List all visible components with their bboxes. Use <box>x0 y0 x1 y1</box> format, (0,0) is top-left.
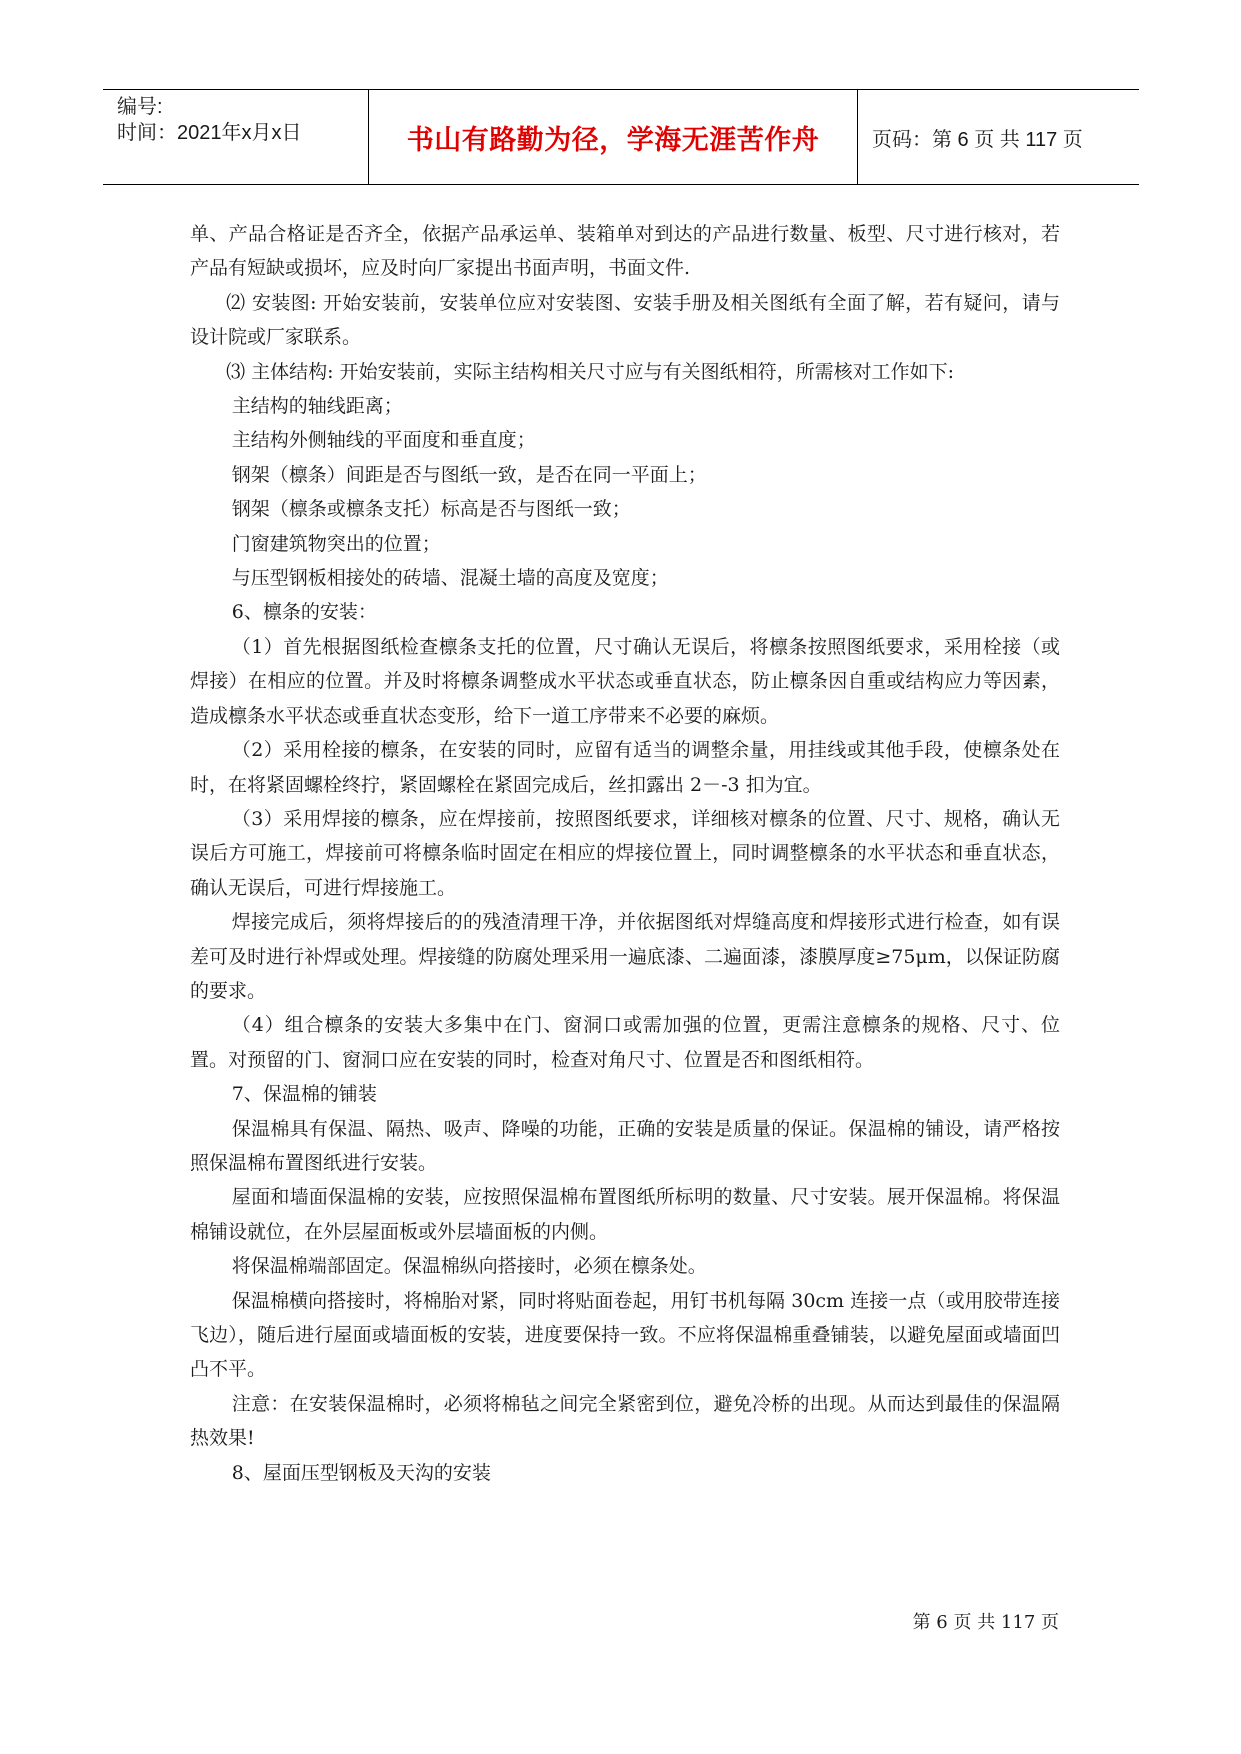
list-item: 与压型钢板相接处的砖墙、混凝土墙的高度及宽度； <box>231 567 669 590</box>
paragraph: 单、产品合格证是否齐全，依据产品承运单、装箱单对到达的产品进行数量、板型、尺寸进行核对，若产品有短缺或损坏，应及时向厂家提出书面声明，书面文件. <box>190 223 1060 280</box>
section-heading: 6、檩条的安装： <box>231 601 377 624</box>
list-item: 门窗建筑物突出的位置； <box>231 532 441 555</box>
list-item: 主结构外侧轴线的平面度和垂直度； <box>231 429 536 452</box>
page-footer-number: 第 6 页 共 117 页 <box>912 1612 1059 1633</box>
header-info-cell <box>103 90 369 184</box>
paragraph: 注意：在安装保温棉时，必须将棉毡之间完全紧密到位，避免冷桥的出现。从而达到最佳的保温隔热效果! <box>190 1392 1060 1450</box>
paragraph: （4）组合檩条的安装大多集中在门、窗洞口或需加强的位置，更需注意檩条的规格、尺寸、位置。对预留的门、窗洞口应在安装的同时，检查对角尺寸、位置是否和图纸相符。 <box>190 1014 1060 1071</box>
list-item: 主结构的轴线距离； <box>231 395 403 418</box>
paragraph: 屋面和墙面保温棉的安装，应按照保温棉布置图纸所标明的数量、尺寸安装。展开保温棉。将保温棉铺设就位，在外层屋面板或外层墙面板的内侧。 <box>190 1186 1060 1243</box>
page-header <box>103 89 1139 185</box>
paragraph: 保温棉具有保温、隔热、吸声、降噪的功能，正确的安装是质量的保证。保温棉的铺设，请严格按照保温棉布置图纸进行安装。 <box>190 1117 1060 1174</box>
header-motto: 书山有路勤为径，学海无涯苦作舟 <box>406 124 820 156</box>
paragraph: ⑶ 主体结构: 开始安装前，实际主结构相关尺寸应与有关图纸相符，所需核对工作如下: <box>226 360 954 383</box>
paragraph: ⑵ 安装图: 开始安装前，安装单位应对安装图、安装手册及相关图纸有全面了解，若有疑问，请与设计院或厂家联系。 <box>190 291 1060 349</box>
paragraph: （2）采用栓接的檩条，在安装的同时，应留有适当的调整余量，用挂线或其他手段，使檩条处在时，在将紧固螺栓终拧，紧固螺栓在紧固完成后，丝扣露出 2－-3 扣为宜。 <box>190 739 1060 796</box>
section-heading: 8、屋面压型钢板及天沟的安装 <box>231 1461 491 1484</box>
header-motto-cell <box>369 90 858 184</box>
paragraph: 保温棉横向搭接时，将棉胎对紧，同时将贴面卷起，用钉书机每隔 30cm 连接一点（或用胶带连接飞边），随后进行屋面或墙面板的安装，进度要保持一致。不应将保温棉重叠铺装，以避免屋面或墙面凹凸不平。 <box>190 1289 1060 1381</box>
list-item: 钢架（檩条或檩条支托）标高是否与图纸一致； <box>231 498 631 521</box>
header-page-code: 页码：第 6 页 共 117 页 <box>872 128 1083 151</box>
paragraph: 将保温棉端部固定。保温棉纵向搭接时，必须在檩条处。 <box>231 1255 707 1278</box>
list-item: 钢架（檩条）间距是否与图纸一致，是否在同一平面上； <box>231 463 707 486</box>
section-heading: 7、保温棉的铺装 <box>231 1083 377 1106</box>
document-number-label: 编号: <box>117 96 163 118</box>
document-body <box>190 217 1060 1490</box>
document-time-label: 时间：2021年x月x日 <box>117 122 302 144</box>
paragraph: （1）首先根据图纸检查檩条支托的位置，尺寸确认无误后，将檩条按照图纸要求，采用栓接（或焊接）在相应的位置。并及时将檩条调整成水平状态或垂直状态，防止檩条因自重或结构应力等因素，造成檩条水平状态或垂直状态变形，给下一道工序带来不必要的麻烦。 <box>190 635 1060 727</box>
paragraph: （3）采用焊接的檩条，应在焊接前，按照图纸要求，详细核对檩条的位置、尺寸、规格，确认无误后方可施工，焊接前可将檩条临时固定在相应的焊接位置上，同时调整檩条的水平状态和垂直状态，确认无误后，可进行焊接施工。 <box>190 807 1060 899</box>
paragraph: 焊接完成后，须将焊接后的的残渣清理干净，并依据图纸对焊缝高度和焊接形式进行检查，如有误差可及时进行补焊或处理。焊接缝的防腐处理采用一遍底漆、二遍面漆，漆膜厚度≥75μm，以保证防腐的要求。 <box>190 911 1060 1002</box>
